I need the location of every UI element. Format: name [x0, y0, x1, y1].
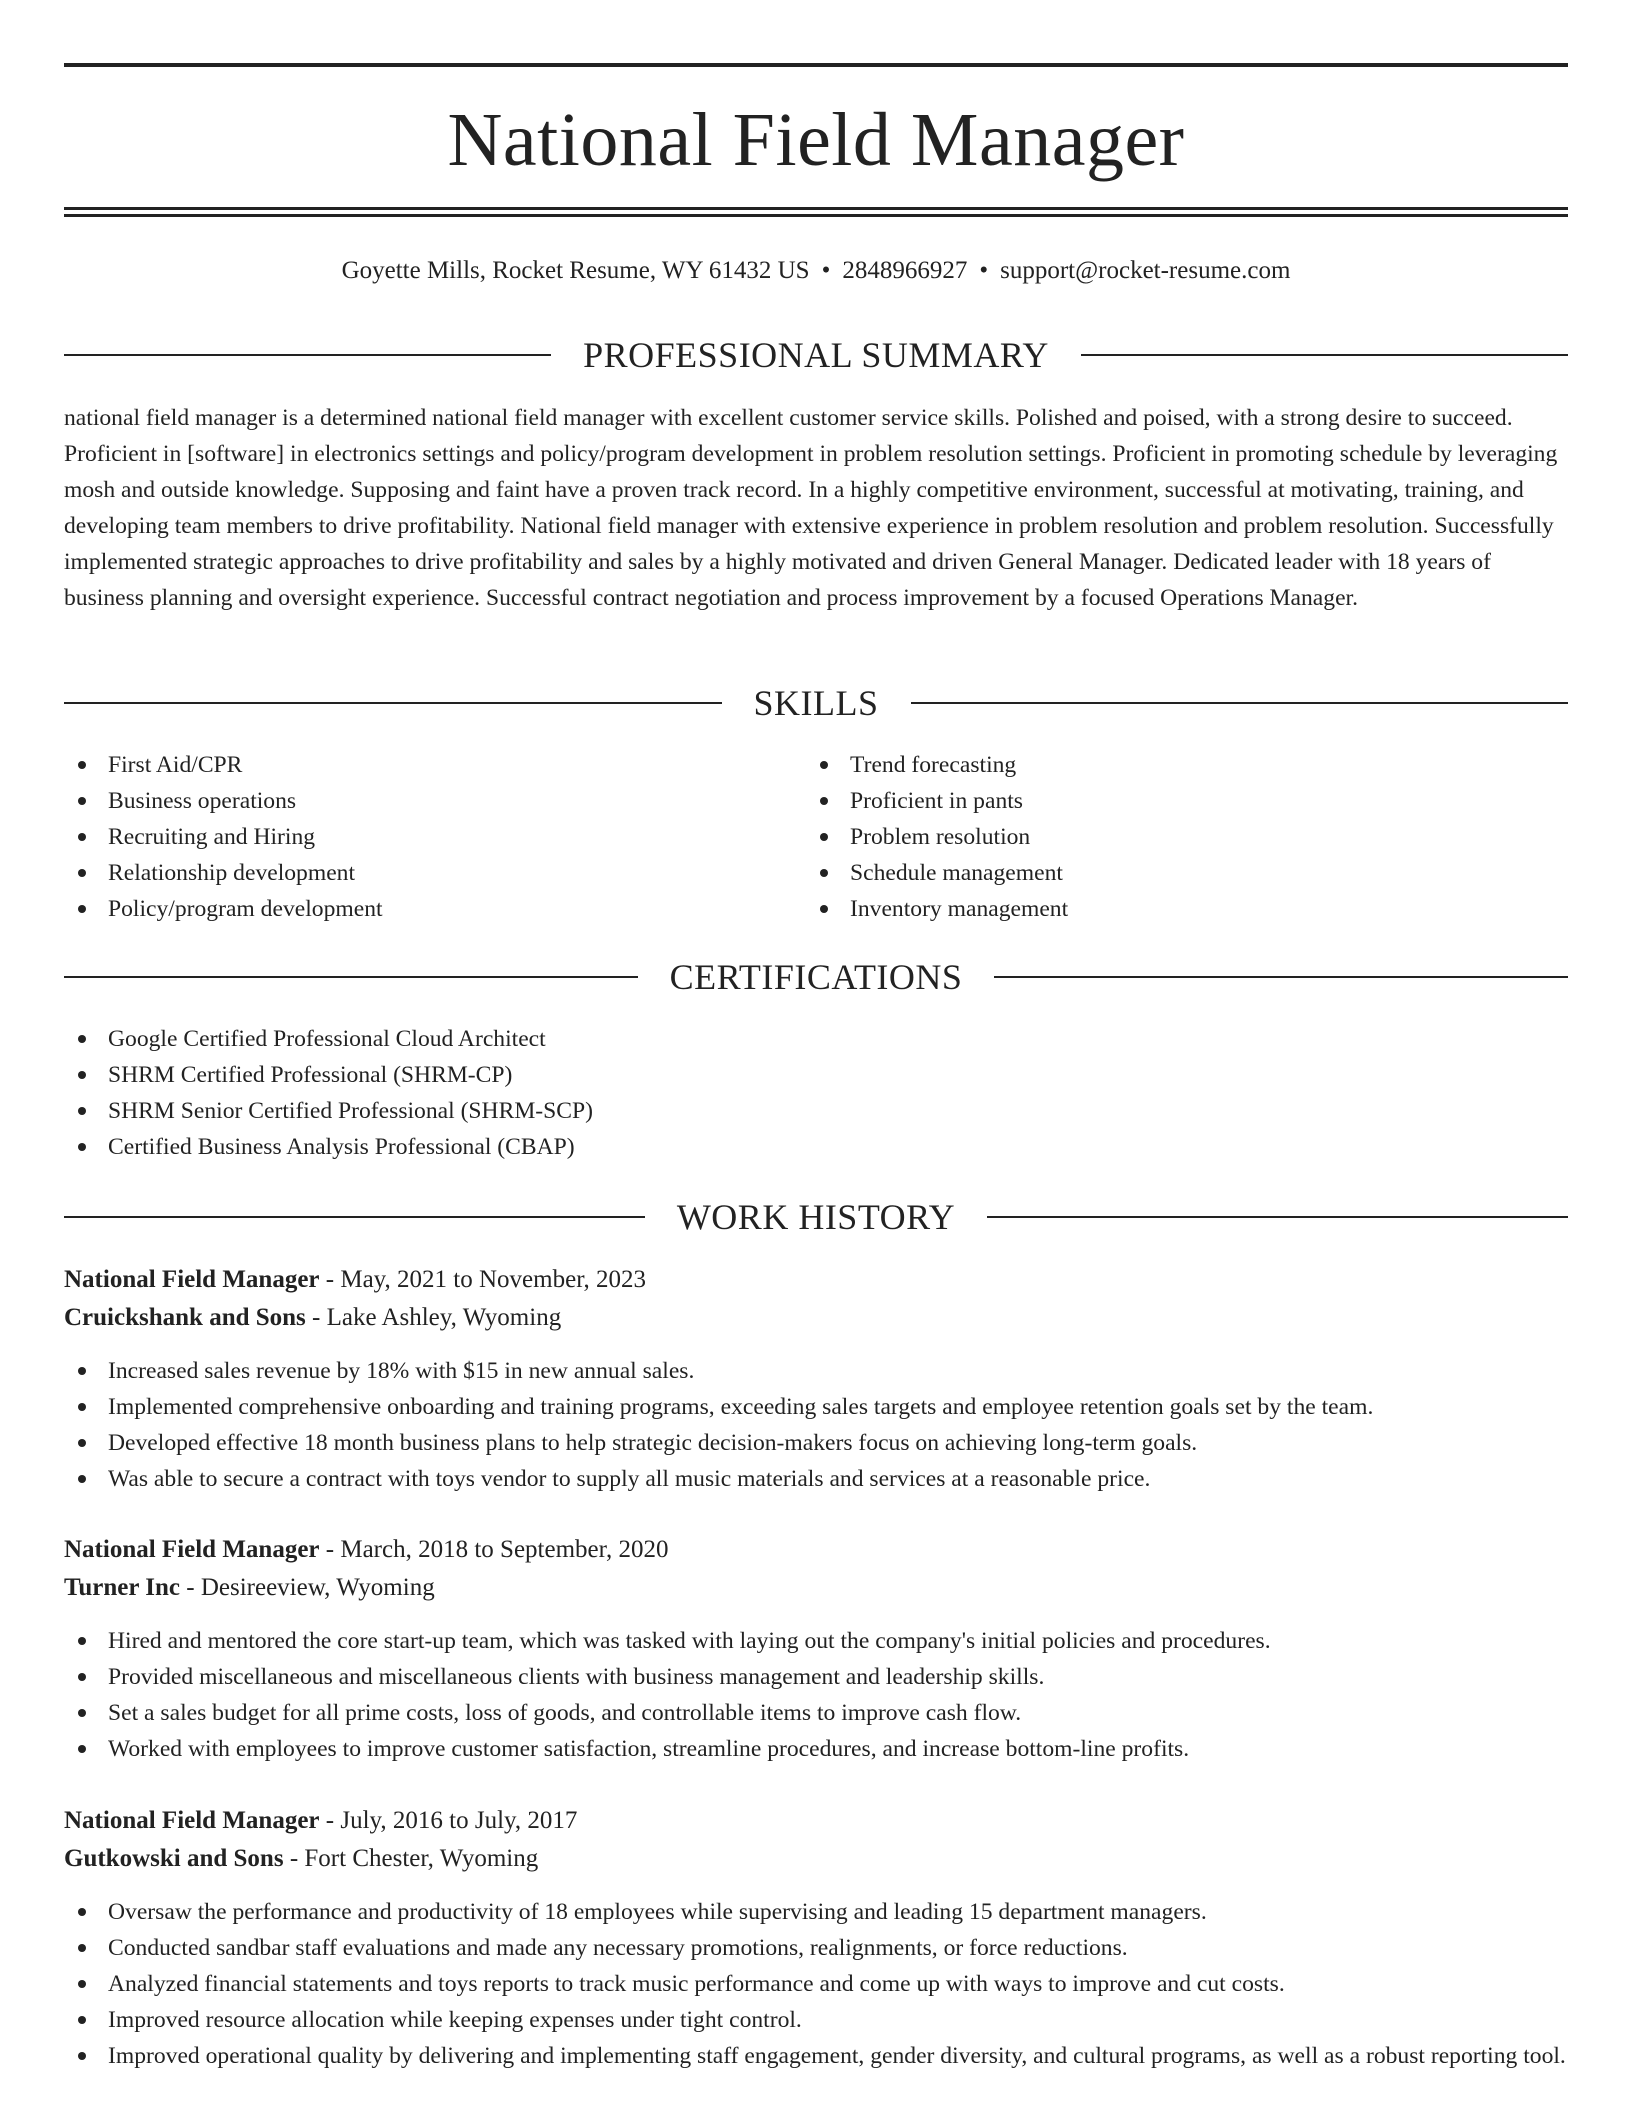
section-heading-certifications [64, 955, 1568, 999]
bullet-icon [78, 905, 86, 913]
job-bullet: Improved resource allocation while keeping expenses under tight control. [64, 2002, 1568, 2038]
bullet-icon [820, 797, 828, 805]
top-rule [64, 63, 1568, 67]
bullet-icon [78, 1403, 86, 1411]
job-entry [64, 1802, 1568, 2074]
job-location: - Lake Ashley, Wyoming [305, 1304, 562, 1331]
job-bullets [64, 1353, 1568, 1497]
bullet-icon [78, 1637, 86, 1645]
job-title: National Field Manager [64, 1266, 320, 1293]
job-dates: - May, 2021 to November, 2023 [319, 1266, 647, 1293]
certification-item: Google Certified Professional Cloud Architect [64, 1021, 1568, 1057]
skill-item: Problem resolution [806, 819, 1506, 855]
job-entry [64, 1261, 1568, 1497]
contact-separator: • [821, 257, 831, 284]
bullet-icon [78, 1071, 86, 1079]
job-company: Gutkowski and Sons [64, 1845, 284, 1872]
skill-item: Policy/program development [64, 891, 764, 927]
heading-rule [994, 976, 1568, 978]
job-bullets [64, 1623, 1568, 1767]
job-company-line [64, 1840, 1568, 1878]
job-company-line [64, 1299, 1568, 1337]
job-bullet: Oversaw the performance and productivity of 18 employees while supervising and leading 15 department managers. [64, 1894, 1568, 1930]
bullet-icon [78, 1980, 86, 1988]
bullet-icon [78, 2052, 86, 2060]
heading-rule [1081, 354, 1568, 356]
heading-rule [64, 1216, 645, 1218]
job-company: Turner Inc [64, 1574, 181, 1601]
skill-item: Business operations [64, 783, 764, 819]
skill-item: Recruiting and Hiring [64, 819, 764, 855]
job-bullet: Increased sales revenue by 18% with $15 in new annual sales. [64, 1353, 1568, 1389]
contact-address: Goyette Mills, Rocket Resume, WY 61432 US [341, 257, 810, 284]
bullet-icon [78, 1035, 86, 1043]
section-title: CERTIFICATIONS [669, 957, 963, 997]
certification-item: SHRM Senior Certified Professional (SHRM-SCP) [64, 1093, 1568, 1129]
bullet-icon [78, 1673, 86, 1681]
job-company-line [64, 1569, 1568, 1607]
job-bullet: Hired and mentored the core start-up team, which was tasked with laying out the company's initial policies and procedures. [64, 1623, 1568, 1659]
section-title: SKILLS [753, 683, 879, 723]
skill-item: Inventory management [806, 891, 1506, 927]
job-title-line [64, 1802, 1568, 1840]
heading-rule [64, 354, 551, 356]
skill-item: Proficient in pants [806, 783, 1506, 819]
bullet-icon [78, 1439, 86, 1447]
skill-item: First Aid/CPR [64, 747, 764, 783]
skill-item: Relationship development [64, 855, 764, 891]
job-title: National Field Manager [64, 1807, 320, 1834]
job-location: - Fort Chester, Wyoming [283, 1845, 539, 1872]
bullet-icon [820, 833, 828, 841]
job-bullet: Was able to secure a contract with toys vendor to supply all music materials and services at a reasonable price. [64, 1461, 1568, 1497]
job-bullet: Analyzed financial statements and toys reports to track music performance and come up with ways to improve and cut costs. [64, 1966, 1568, 2002]
bullet-icon [78, 1908, 86, 1916]
section-heading-work-history [64, 1195, 1568, 1239]
job-entry [64, 1531, 1568, 1767]
section-heading-summary [64, 333, 1568, 377]
certification-item: Certified Business Analysis Professional (CBAP) [64, 1129, 1568, 1165]
certification-item: SHRM Certified Professional (SHRM-CP) [64, 1057, 1568, 1093]
job-title-line [64, 1261, 1568, 1299]
bullet-icon [820, 905, 828, 913]
bullet-icon [78, 1143, 86, 1151]
heading-rule [987, 1216, 1568, 1218]
heading-rule [911, 702, 1569, 704]
title-double-rule [64, 207, 1568, 217]
bullet-icon [820, 761, 828, 769]
contact-email: support@rocket-resume.com [1000, 257, 1291, 284]
section-heading-skills [64, 681, 1568, 725]
job-dates: - March, 2018 to September, 2020 [319, 1536, 669, 1563]
job-dates: - July, 2016 to July, 2017 [319, 1807, 578, 1834]
bullet-icon [78, 833, 86, 841]
skills-column-left [64, 747, 764, 927]
bullet-icon [78, 1745, 86, 1753]
bullet-icon [78, 1107, 86, 1115]
bullet-icon [78, 797, 86, 805]
job-bullet: Set a sales budget for all prime costs, loss of goods, and controllable items to improve cash flow. [64, 1695, 1568, 1731]
skills-column-right [806, 747, 1506, 927]
bullet-icon [78, 1475, 86, 1483]
job-bullet: Improved operational quality by delivering and implementing staff engagement, gender diversity, and cultural programs, as well as a robust reporting tool. [64, 2038, 1568, 2074]
contact-phone: 2848966927 [842, 257, 968, 284]
section-title: PROFESSIONAL SUMMARY [583, 335, 1049, 375]
job-bullet: Worked with employees to improve customer satisfaction, streamline procedures, and increase bottom-line profits. [64, 1731, 1568, 1767]
contact-separator: • [979, 257, 989, 284]
summary-paragraph: national field manager is a determined national field manager with excellent customer service skills. Polished and poised, with a strong desire to succeed. Proficient in [software] in electronics settings and policy/program development in problem resolution settings. Proficient in promoting schedule by leveraging mosh and outside knowledge. Supposing and faint have a proven track record. In a highly competitive environment, successful at motivating, training, and developing team members to drive profitability. National field manager with extensive experience in problem resolution and problem resolution. Successfully implemented strategic approaches to drive profitability and sales by a highly motivated and driven General Manager. Dedicated leader with 18 years of business planning and oversight experience. Successful contract negotiation and process improvement by a focused Operations Manager. [64, 405, 1558, 611]
bullet-icon [78, 1367, 86, 1375]
bullet-icon [78, 2016, 86, 2024]
certifications-list [64, 1021, 1568, 1165]
skill-item: Trend forecasting [806, 747, 1506, 783]
bullet-icon [78, 1709, 86, 1717]
job-title: National Field Manager [64, 1536, 320, 1563]
job-location: - Desireeview, Wyoming [180, 1574, 435, 1601]
job-company: Cruickshank and Sons [64, 1304, 306, 1331]
job-bullet: Implemented comprehensive onboarding and training programs, exceeding sales targets and employee retention goals set by the team. [64, 1389, 1568, 1425]
bullet-icon [78, 869, 86, 877]
job-title-line [64, 1531, 1568, 1569]
job-bullet: Provided miscellaneous and miscellaneous clients with business management and leadership skills. [64, 1659, 1568, 1695]
bullet-icon [78, 1944, 86, 1952]
bullet-icon [820, 869, 828, 877]
skill-item: Schedule management [806, 855, 1506, 891]
job-bullet: Conducted sandbar staff evaluations and made any necessary promotions, realignments, or force reductions. [64, 1930, 1568, 1966]
heading-rule [64, 702, 722, 704]
bullet-icon [78, 761, 86, 769]
heading-rule [64, 976, 638, 978]
job-bullets [64, 1894, 1568, 2074]
job-bullet: Developed effective 18 month business plans to help strategic decision-makers focus on achieving long-term goals. [64, 1425, 1568, 1461]
section-title: WORK HISTORY [676, 1197, 956, 1237]
contact-line [64, 254, 1568, 288]
resume-title: National Field Manager [447, 98, 1185, 182]
